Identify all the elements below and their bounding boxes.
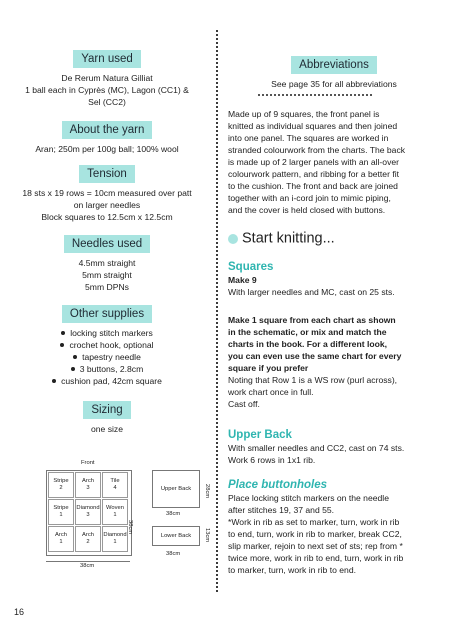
yarn-used-heading: Yarn used — [73, 50, 141, 68]
bold-line: in the schematic, or mix and match the — [228, 327, 387, 337]
buttonholes-line: *Work in rib as set to marker, turn, work in rib — [228, 517, 400, 527]
schematic-square — [102, 526, 128, 552]
buttonholes-line: after stitches 19, 37 and 55. — [228, 505, 335, 515]
intro-line: and the cover is held closed with buttons. — [228, 205, 386, 215]
intro-line: knitted as individual squares and then joined — [228, 121, 398, 131]
supply-item: cushion pad, 42cm square — [14, 375, 200, 387]
upper-back-label: Upper Back — [160, 485, 192, 492]
upper-back-heading: Upper Back — [228, 429, 292, 441]
needle-line: 4.5mm straight — [78, 258, 136, 268]
squares-notes — [228, 374, 444, 410]
note-line: Noting that Row 1 is a WS row (purl across), — [228, 375, 398, 385]
schematic-square-label: 3 — [86, 512, 90, 518]
schematic-square — [75, 499, 101, 525]
upper-back-panel — [152, 470, 200, 508]
schematic-square-label: Diamond — [76, 505, 100, 511]
schematic-square-label: Arch — [82, 478, 94, 484]
upper-back-width-label: 38cm — [166, 511, 181, 517]
schematic-square — [102, 472, 128, 498]
sizing-heading: Sizing — [83, 401, 130, 419]
schematic-square — [75, 526, 101, 552]
buttonholes-heading: Place buttonholes — [228, 479, 328, 491]
about-yarn-line: Aran; 250m per 100g ball; 100% wool — [35, 144, 179, 154]
squares-section — [228, 260, 444, 298]
bold-line: Make 1 square from each chart as shown — [228, 315, 396, 325]
intro-line: to the cushion. The front and back are joined — [228, 181, 398, 191]
buttonholes-line: twice more, work in rib to end, turn, work in rib — [228, 553, 404, 563]
schematic-square-label: Tile — [110, 478, 120, 484]
note-line: work chart once in full. — [228, 387, 314, 397]
yarn-line: Sel (CC2) — [88, 97, 126, 107]
squares-bold-block — [228, 314, 444, 374]
upper-back-line: With smaller needles and CC2, cast on 74 sts. — [228, 443, 405, 453]
intro-line: together with an i-cord join to mimic piping, — [228, 193, 391, 203]
sizing-line: one size — [90, 424, 123, 434]
schematic-square-label: 2 — [86, 539, 90, 545]
abbreviations-section — [228, 56, 440, 90]
schematic-square-label: Woven — [106, 505, 124, 511]
front-width-line — [46, 561, 130, 562]
schematic-square-label: Diamond — [103, 532, 127, 538]
lower-back-label: Lower Back — [160, 532, 192, 539]
upper-back-line: Work 6 rows in 1x1 rib. — [228, 455, 316, 465]
schematic-square — [48, 526, 74, 552]
schematic — [0, 0, 216, 600]
needles-heading: Needles used — [64, 235, 150, 253]
circle-bullet-icon — [228, 234, 238, 244]
schematic-square-label: Stripe — [53, 505, 69, 511]
intro-line: colourwork pattern, and ribbing for a better fit — [228, 169, 400, 179]
supplies-heading: Other supplies — [62, 305, 152, 323]
front-height-label: 38cm — [127, 520, 133, 535]
supply-item: locking stitch markers — [14, 327, 200, 339]
supply-item: crochet hook, optional — [14, 339, 200, 351]
about-yarn-heading: About the yarn — [62, 121, 153, 139]
tension-line: 18 sts x 19 rows = 10cm measured over patt — [22, 188, 192, 198]
tension-heading: Tension — [79, 165, 135, 183]
intro-line: Made up of 9 squares, the front panel is — [228, 109, 380, 119]
intro-line: stranded colourwork from the charts. The back — [228, 145, 406, 155]
buttonholes-line: Place locking stitch markers on the needle — [228, 493, 389, 503]
lower-back-panel — [152, 526, 200, 546]
schematic-square-label: 1 — [59, 512, 63, 518]
schematic-square-label: 1 — [59, 539, 63, 545]
schematic-square-label: 3 — [86, 485, 90, 491]
upper-back-height-label: 28cm — [204, 484, 210, 499]
schematic-square — [48, 499, 74, 525]
bold-line: charts in the book. For a different look, — [228, 339, 388, 349]
lower-back-width-label: 38cm — [166, 551, 181, 557]
supply-item: 3 buttons, 2.8cm — [14, 363, 200, 375]
yarn-line: De Rerum Natura Gilliat — [61, 73, 153, 83]
intro-line: is made up of 2 larger panels with an all-over — [228, 157, 400, 167]
bold-line: square if you prefer — [228, 363, 309, 373]
squares-heading: Squares — [228, 261, 274, 273]
front-width-label: 38cm — [80, 563, 95, 569]
schematic-square-label: Arch — [82, 532, 94, 538]
intro-line: into one panel. The squares are worked in — [228, 133, 389, 143]
intro-paragraph — [228, 108, 444, 216]
tension-line: on larger needles — [73, 200, 141, 210]
abbreviations-text: See page 35 for all abbreviations — [271, 79, 397, 89]
schematic-square-label: 1 — [113, 539, 117, 545]
schematic-square-label: Stripe — [53, 478, 69, 484]
schematic-square-label: 1 — [113, 512, 117, 518]
lower-back-height-label: 13cm — [204, 528, 210, 543]
page-number: 16 — [14, 607, 25, 617]
needle-line: 5mm DPNs — [85, 282, 129, 292]
buttonholes-line: slip marker, rejoin to next set of sts; rep from * — [228, 541, 403, 551]
upper-back-section — [228, 428, 444, 466]
schematic-square-label: Arch — [55, 532, 67, 538]
supply-item: tapestry needle — [14, 351, 200, 363]
schematic-square — [75, 472, 101, 498]
bold-line: you can even use the same chart for every — [228, 351, 402, 361]
schematic-square — [102, 499, 128, 525]
buttonholes-section — [228, 478, 444, 576]
column-divider — [216, 30, 218, 592]
abbreviations-heading: Abbreviations — [291, 56, 377, 74]
needle-line: 5mm straight — [82, 270, 132, 280]
schematic-square-label: 2 — [59, 485, 63, 491]
yarn-line: 1 ball each in Cyprès (MC), Lagon (CC1) & — [25, 85, 189, 95]
buttonholes-line: to marker, turn, work in rib to end. — [228, 565, 357, 575]
note-line: Cast off. — [228, 399, 260, 409]
squares-make: Make 9 — [228, 275, 257, 285]
buttonholes-line: to end, turn, work in rib to marker, break CC2, — [228, 529, 402, 539]
tension-line: Block squares to 12.5cm x 12.5cm — [41, 212, 173, 222]
dotted-rule — [258, 94, 372, 96]
start-knitting-heading: Start knitting... — [228, 232, 335, 245]
squares-text: With larger needles and MC, cast on 25 sts. — [228, 287, 395, 297]
front-label: Front — [81, 460, 95, 466]
schematic-square — [48, 472, 74, 498]
schematic-square-label: 4 — [113, 485, 117, 491]
